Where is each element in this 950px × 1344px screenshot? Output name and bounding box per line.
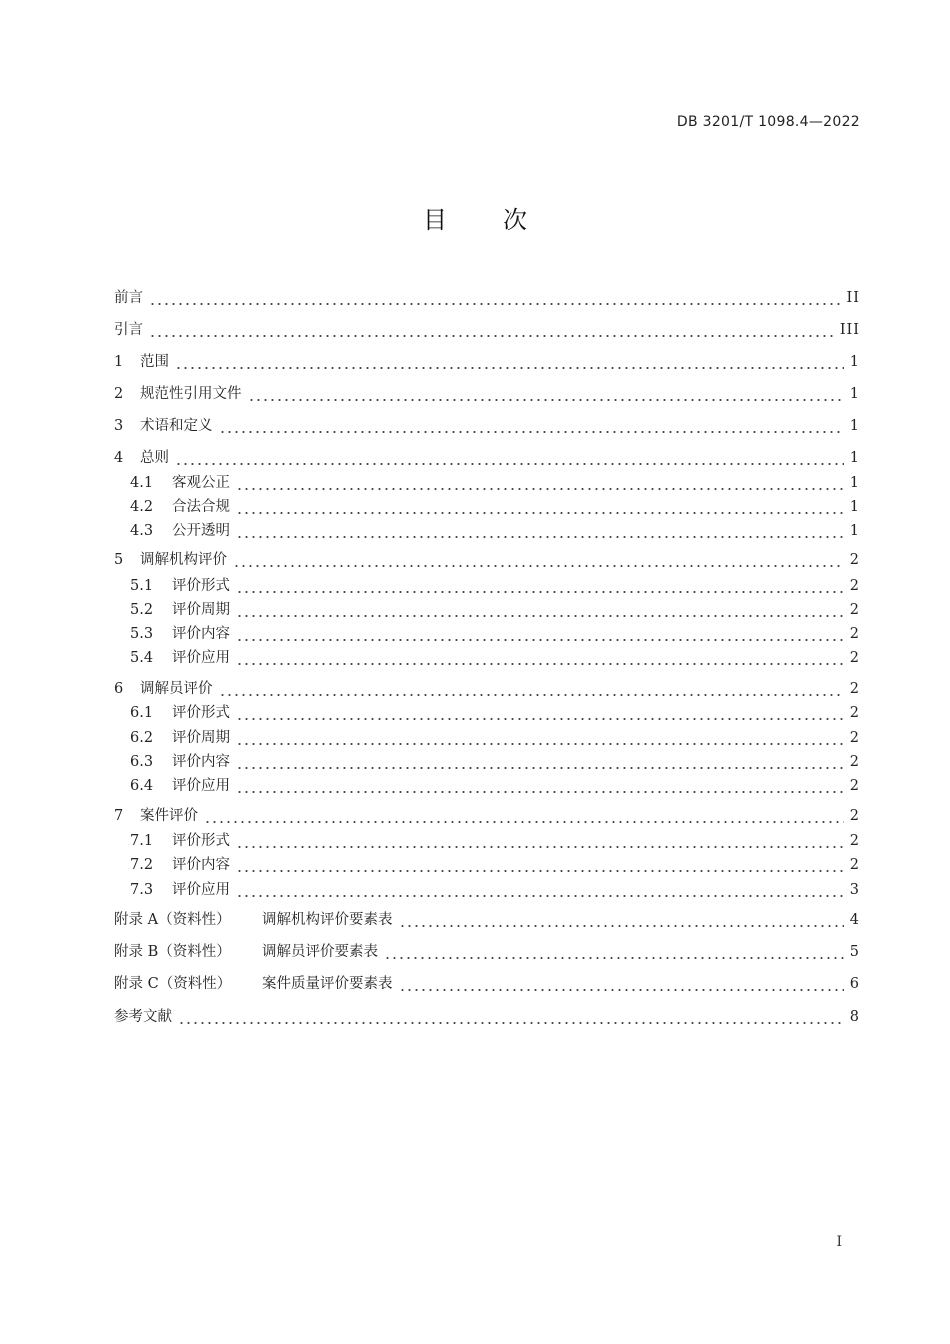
toc-entry-label xyxy=(114,972,393,996)
toc-entry-title: 规范性引用文件 xyxy=(140,386,242,402)
toc-page-number: 2 xyxy=(849,626,860,642)
toc-entry-title: 评价形式 xyxy=(172,578,230,594)
toc-page-number: 5 xyxy=(849,944,860,960)
dot-leader xyxy=(236,829,844,853)
page-title: 目次 xyxy=(423,206,583,234)
toc-subentry[interactable] xyxy=(114,598,860,622)
dot-leader xyxy=(236,726,844,750)
toc-subentry[interactable] xyxy=(114,622,860,646)
toc-entry[interactable] xyxy=(114,382,860,406)
toc-entry-number: 4.3 xyxy=(130,523,154,539)
toc-entry-label xyxy=(114,350,169,374)
toc-entry-label xyxy=(114,774,230,798)
dot-leader xyxy=(236,646,844,670)
toc-entry-number: 7.1 xyxy=(130,833,154,849)
toc-entry-number: 5 xyxy=(114,552,124,568)
toc-entry-title: 评价形式 xyxy=(172,833,230,849)
toc-entry[interactable] xyxy=(114,286,860,310)
dot-leader xyxy=(236,622,844,646)
toc-entry-label xyxy=(114,471,230,495)
toc-entry-label xyxy=(114,804,198,828)
toc-entry-title: 公开透明 xyxy=(172,523,230,539)
toc-entry-label xyxy=(114,878,230,902)
dot-leader xyxy=(236,471,844,495)
toc-entry-title: 评价内容 xyxy=(172,857,230,873)
toc-page-number: 2 xyxy=(849,650,860,666)
toc-entry-title: 调解机构评价 xyxy=(140,552,227,568)
toc-page-number: 1 xyxy=(849,450,860,466)
toc-entry-title: 评价周期 xyxy=(172,730,230,746)
toc-appendix-prefix: 附录 B（资料性） xyxy=(114,944,231,960)
toc-entry-label xyxy=(114,414,213,438)
toc-entry[interactable] xyxy=(114,804,860,828)
toc-entry-title: 调解机构评价要素表 xyxy=(262,912,393,928)
toc-entry-label xyxy=(114,598,230,622)
toc-entry-title: 评价形式 xyxy=(172,705,230,721)
toc-subentry[interactable] xyxy=(114,829,860,853)
dot-leader xyxy=(236,701,844,725)
dot-leader xyxy=(236,853,844,877)
toc-entry-title: 合法合规 xyxy=(172,499,230,515)
toc-entry-number: 4 xyxy=(114,450,124,466)
dot-leader xyxy=(399,972,844,996)
dot-leader xyxy=(236,574,844,598)
toc-entry-label xyxy=(114,548,227,572)
toc-entry-label xyxy=(114,646,230,670)
dot-leader xyxy=(236,519,844,543)
dot-leader xyxy=(384,940,844,964)
toc-entry-number: 3 xyxy=(114,418,124,434)
dot-leader xyxy=(149,318,834,342)
toc-entry-number: 5.4 xyxy=(130,650,154,666)
dot-leader xyxy=(236,878,844,902)
toc-page-number: 2 xyxy=(849,754,860,770)
toc-entry-title: 评价内容 xyxy=(172,626,230,642)
toc-page-number: 8 xyxy=(849,1009,860,1025)
toc-page-number: 1 xyxy=(849,354,860,370)
dot-leader xyxy=(204,804,844,828)
toc-entry-number: 2 xyxy=(114,386,124,402)
toc-entry-title: 案件评价 xyxy=(140,808,198,824)
toc-entry[interactable] xyxy=(114,446,860,470)
dot-leader xyxy=(399,908,844,932)
toc-entry-title: 参考文献 xyxy=(114,1009,172,1025)
toc-entry-label xyxy=(114,622,230,646)
dot-leader xyxy=(236,495,844,519)
dot-leader xyxy=(236,774,844,798)
dot-leader xyxy=(219,677,844,701)
toc-entry-title: 评价应用 xyxy=(172,778,230,794)
toc-entry-number: 6.2 xyxy=(130,730,154,746)
toc-subentry[interactable] xyxy=(114,519,860,543)
toc-entry-title: 术语和定义 xyxy=(140,418,213,434)
toc-page-number: 2 xyxy=(849,602,860,618)
toc-page-number: 2 xyxy=(849,833,860,849)
toc-entry-title: 评价周期 xyxy=(172,602,230,618)
toc-page-number: 2 xyxy=(849,778,860,794)
toc-entry-label xyxy=(114,701,230,725)
toc-subentry[interactable] xyxy=(114,774,860,798)
toc-entry-number: 4.1 xyxy=(130,475,154,491)
toc-entry-title: 调解员评价 xyxy=(140,681,213,697)
toc-page-number: 2 xyxy=(849,578,860,594)
toc-entry-label xyxy=(114,286,143,310)
toc-entry-number: 7.2 xyxy=(130,857,154,873)
toc-entry-label xyxy=(114,318,143,342)
toc-entry[interactable] xyxy=(114,1005,860,1029)
toc-page-number: 2 xyxy=(849,730,860,746)
toc-appendix-prefix: 附录 A（资料性） xyxy=(114,912,231,928)
toc-entry-number: 5.2 xyxy=(130,602,154,618)
toc-entry-number: 6.3 xyxy=(130,754,154,770)
toc-subentry[interactable] xyxy=(114,726,860,750)
toc-subentry[interactable] xyxy=(114,878,860,902)
toc-entry-number: 6.4 xyxy=(130,778,154,794)
toc-subentry[interactable] xyxy=(114,574,860,598)
toc-entry-label xyxy=(114,446,169,470)
toc-page-number: 2 xyxy=(849,681,860,697)
toc-subentry[interactable] xyxy=(114,701,860,725)
toc-page-number: 1 xyxy=(849,499,860,515)
toc-entry-number: 7 xyxy=(114,808,124,824)
toc-page-number: 1 xyxy=(849,386,860,402)
dot-leader xyxy=(219,414,844,438)
toc-entry-title: 前言 xyxy=(114,290,143,306)
toc-entry-number: 6 xyxy=(114,681,124,697)
dot-leader xyxy=(236,750,844,774)
toc-entry-title: 总则 xyxy=(140,450,169,466)
toc-entry-number: 5.3 xyxy=(130,626,154,642)
toc-page-number: III xyxy=(839,322,860,338)
dot-leader xyxy=(233,548,844,572)
toc-entry-number: 7.3 xyxy=(130,882,154,898)
toc-subentry[interactable] xyxy=(114,646,860,670)
toc-page-number: 2 xyxy=(849,705,860,721)
toc-entry-label xyxy=(114,829,230,853)
toc-entry-title: 调解员评价要素表 xyxy=(262,944,378,960)
toc-entry-label xyxy=(114,1005,172,1029)
dot-leader xyxy=(175,350,844,374)
toc-page-number: 2 xyxy=(849,857,860,873)
toc-entry-label xyxy=(114,519,230,543)
toc-page-number: 1 xyxy=(849,475,860,491)
toc-page-number: 2 xyxy=(849,552,860,568)
toc-entry-label xyxy=(114,726,230,750)
dot-leader xyxy=(236,598,844,622)
page-number: I xyxy=(836,1234,842,1250)
toc-entry-title: 范围 xyxy=(140,354,169,370)
toc-entry-number: 1 xyxy=(114,354,124,370)
document-code: DB 3201/T 1098.4—2022 xyxy=(676,114,860,130)
toc-entry[interactable] xyxy=(114,414,860,438)
toc-entry-label xyxy=(114,853,230,877)
toc-entry-label xyxy=(114,677,213,701)
toc-entry-label xyxy=(114,940,378,964)
toc-page-number: 1 xyxy=(849,418,860,434)
toc-page-number: 1 xyxy=(849,523,860,539)
toc-page-number: 4 xyxy=(849,912,860,928)
toc-entry[interactable] xyxy=(114,908,860,932)
dot-leader xyxy=(248,382,844,406)
toc-entry-title: 客观公正 xyxy=(172,475,230,491)
toc-entry-number: 5.1 xyxy=(130,578,154,594)
toc-entry-label xyxy=(114,750,230,774)
toc-entry-title: 评价内容 xyxy=(172,754,230,770)
toc-page-number: 2 xyxy=(849,808,860,824)
toc-entry[interactable] xyxy=(114,350,860,374)
dot-leader xyxy=(175,446,844,470)
toc-entry-title: 引言 xyxy=(114,322,143,338)
toc-entry[interactable] xyxy=(114,940,860,964)
toc-entry-title: 案件质量评价要素表 xyxy=(262,976,393,992)
toc-subentry[interactable] xyxy=(114,471,860,495)
toc-entry-label xyxy=(114,495,230,519)
toc-subentry[interactable] xyxy=(114,750,860,774)
toc-subentry[interactable] xyxy=(114,853,860,877)
toc-entry[interactable] xyxy=(114,677,860,701)
toc-entry[interactable] xyxy=(114,972,860,996)
dot-leader xyxy=(149,286,841,310)
toc-page-number: 6 xyxy=(849,976,860,992)
toc-entry-title: 评价应用 xyxy=(172,650,230,666)
toc-entry-label xyxy=(114,908,393,932)
toc-entry-title: 评价应用 xyxy=(172,882,230,898)
toc-subentry[interactable] xyxy=(114,495,860,519)
toc-entry-number: 6.1 xyxy=(130,705,154,721)
toc-entry[interactable] xyxy=(114,548,860,572)
toc-entry[interactable] xyxy=(114,318,860,342)
toc-entry-number: 4.2 xyxy=(130,499,154,515)
toc-page-number: II xyxy=(846,290,860,306)
dot-leader xyxy=(178,1005,844,1029)
toc-entry-label xyxy=(114,574,230,598)
toc-appendix-prefix: 附录 C（资料性） xyxy=(114,976,232,992)
toc-page-number: 3 xyxy=(849,882,860,898)
toc-entry-label xyxy=(114,382,242,406)
